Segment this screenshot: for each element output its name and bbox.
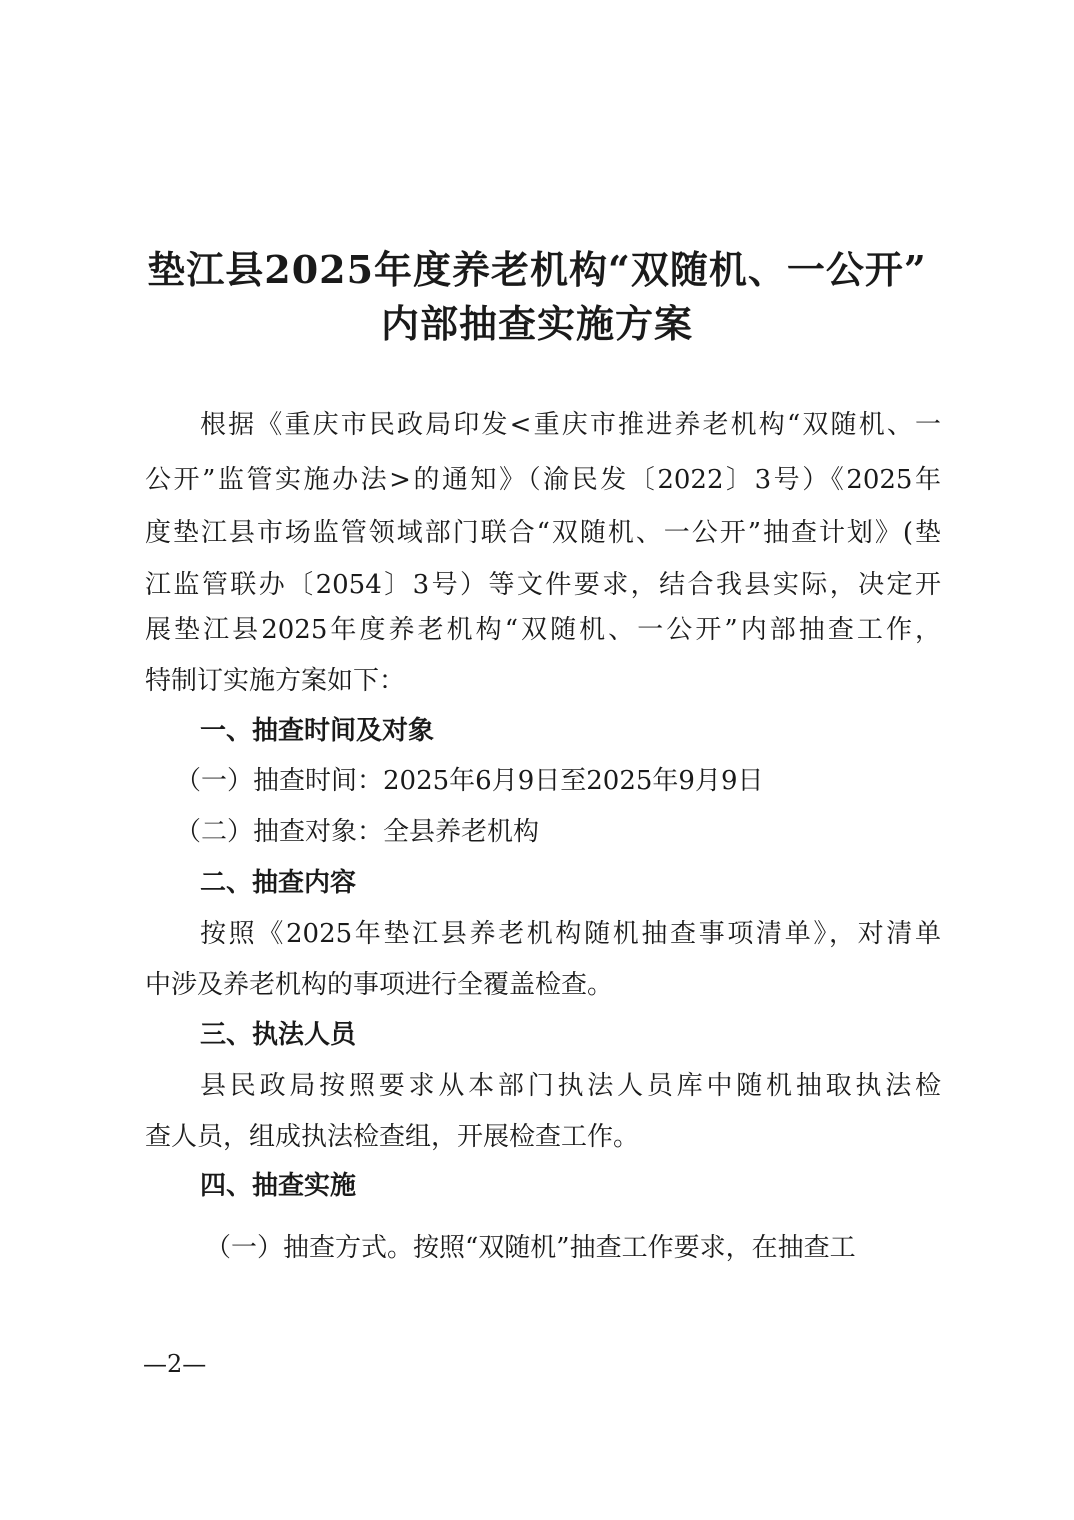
document-title-line-2: 内部抽查实施方案 [380, 301, 693, 346]
page-number: —2— [143, 1350, 207, 1378]
section-2-heading: 二、抽查内容 [200, 868, 357, 898]
section-2-line-1: 按照《2025年垫江县养老机构随机抽查事项清单》，对清单 [200, 919, 941, 949]
section-1-item-2: （二）抽查对象：全县养老机构 [175, 817, 540, 847]
intro-line-1: 根据《重庆市民政局印发<重庆市推进养老机构“双随机、一 [200, 410, 941, 440]
intro-line-5: 展垫江县2025年度养老机构“双随机、一公开”内部抽查工作， [145, 615, 941, 645]
section-2-line-2: 中涉及养老机构的事项进行全覆盖检查。 [145, 970, 614, 1000]
section-1-heading: 一、抽查时间及对象 [200, 716, 435, 746]
document-title-line-1: 垫江县2025年度养老机构“双随机、一公开” [147, 247, 927, 292]
section-4-item-1: （一）抽查方式。按照“双随机”抽查工作要求，在抽查工 [205, 1233, 856, 1263]
section-4-heading: 四、抽查实施 [200, 1171, 357, 1201]
intro-line-6: 特制订实施方案如下： [145, 666, 406, 696]
intro-line-2: 公开”监管实施办法>的通知》（渝民发〔2022〕3号）《2025年 [145, 465, 941, 495]
section-3-line-2: 查人员，组成执法检查组，开展检查工作。 [145, 1122, 640, 1152]
intro-line-4: 江监管联办〔2054〕3号）等文件要求，结合我县实际，决定开 [145, 570, 941, 600]
section-3-heading: 三、执法人员 [200, 1020, 357, 1050]
intro-line-3: 度垫江县市场监管领域部门联合“双随机、一公开”抽查计划》(垫 [145, 518, 941, 548]
section-1-item-1: （一）抽查时间：2025年6月9日至2025年9月9日 [175, 766, 764, 796]
section-3-line-1: 县民政局按照要求从本部门执法人员库中随机抽取执法检 [200, 1071, 941, 1101]
